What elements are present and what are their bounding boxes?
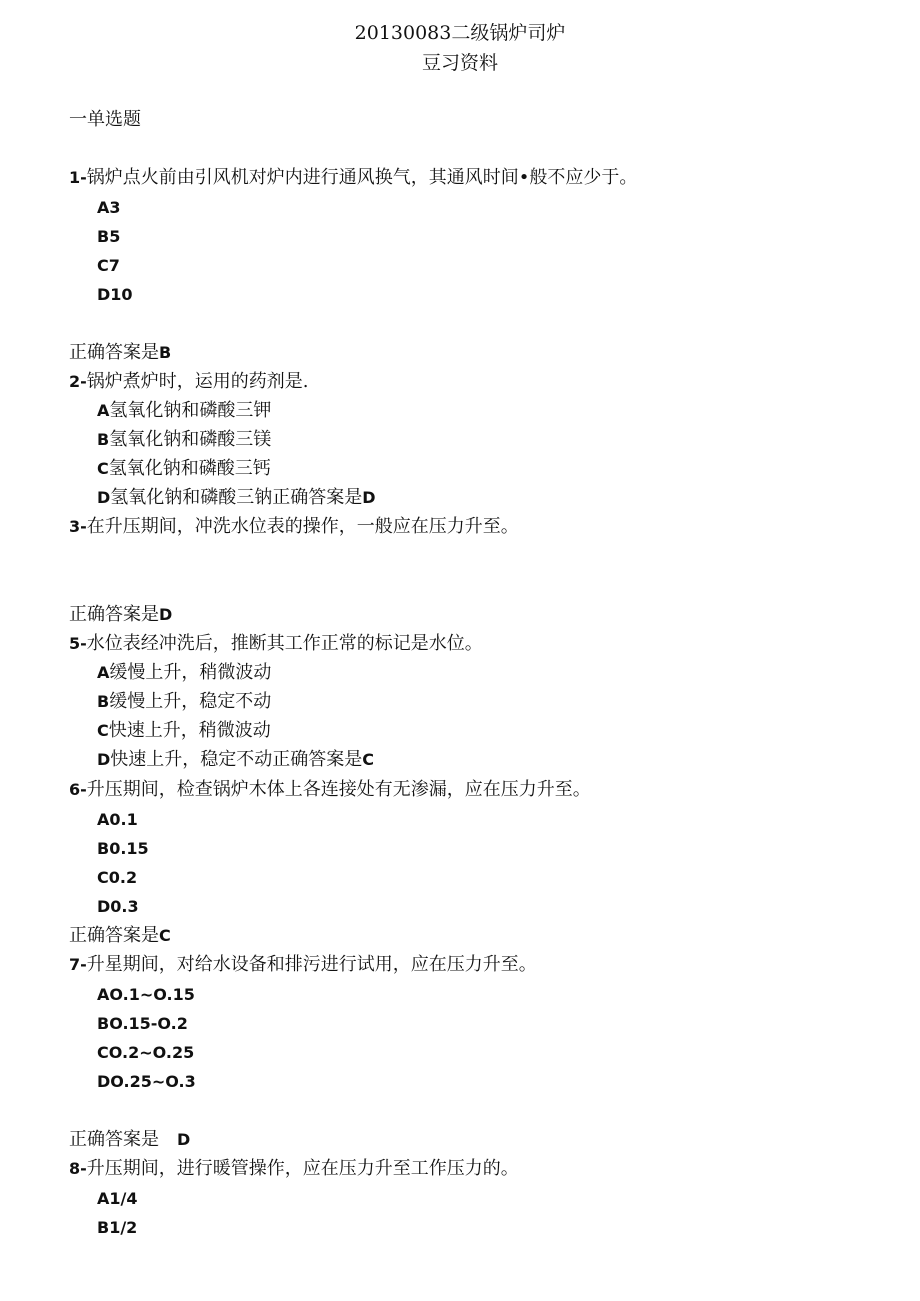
answer-label: 正确答案是 <box>69 604 159 625</box>
option: BO.15-O.2 <box>97 1014 188 1033</box>
option: C7 <box>97 256 120 275</box>
answer-value: D <box>362 488 376 507</box>
question-text: 水位表经冲洗后，推断其工作正常的标记是水位。 <box>86 633 483 654</box>
option: CO.2~O.25 <box>97 1043 195 1062</box>
option-text: 缓慢上升，稍微波动 <box>109 662 272 683</box>
option-text: 氢氧化钠和磷酸三钙 <box>108 458 271 479</box>
option: B0.15 <box>97 839 149 858</box>
answer-value: C <box>362 750 375 769</box>
option-text: 氢氧化钠和磷酸三钠正确答案是 <box>110 487 363 508</box>
question-number: 1- <box>69 168 87 187</box>
question-1 <box>69 166 637 190</box>
question-text: 升压期间，进行暖管操作，应在压力升至工作压力的。 <box>86 1158 519 1179</box>
option: D0.3 <box>97 897 139 916</box>
option: A1/4 <box>97 1189 138 1208</box>
answer-line <box>69 603 172 627</box>
option: A0.1 <box>97 810 138 829</box>
answer-value: C <box>159 926 171 945</box>
question-7 <box>69 953 537 977</box>
answer-label: 正确答案是 <box>69 1129 159 1150</box>
answer-value: D <box>159 605 173 624</box>
option <box>97 486 376 510</box>
answer-line <box>69 924 171 948</box>
question-text: 在升压期间，冲洗水位表的操作，一般应在压力升至。 <box>86 516 519 537</box>
question-6 <box>69 778 591 802</box>
option-letter: C <box>97 459 109 478</box>
option: B1/2 <box>97 1218 138 1237</box>
option <box>97 661 271 685</box>
option <box>97 457 271 481</box>
option-letter: A <box>97 401 110 420</box>
answer-label: 正确答案是 <box>69 925 159 946</box>
option-text: 快速上升，稍微波动 <box>108 720 271 741</box>
answer-label: 正确答案是 <box>69 342 159 363</box>
question-2 <box>69 370 309 394</box>
option: B5 <box>97 227 121 246</box>
question-text: 升星期间，对给水设备和排污进行试用，应在压力升至。 <box>86 954 537 975</box>
option-letter: B <box>97 430 110 449</box>
option-text: 缓慢上升，稳定不动 <box>109 691 272 712</box>
option-text: 氢氧化钠和磷酸三镁 <box>109 429 272 450</box>
question-number: 8- <box>69 1159 87 1178</box>
question-number: 5- <box>69 634 87 653</box>
option: C0.2 <box>97 868 138 887</box>
option <box>97 399 271 423</box>
option-text: 氢氧化钠和磷酸三钾 <box>109 400 272 421</box>
option-letter: A <box>97 663 110 682</box>
question-number: 6- <box>69 780 87 799</box>
option-letter: B <box>97 692 110 711</box>
question-3 <box>69 515 519 539</box>
question-number: 7- <box>69 955 87 974</box>
question-text: 升压期间，检查锅炉木体上各连接处有无渗漏，应在压力升至。 <box>86 779 591 800</box>
question-number: 2- <box>69 372 87 391</box>
answer-line <box>69 341 171 365</box>
option-text: 快速上升，稳定不动正确答案是 <box>110 749 363 770</box>
option <box>97 748 374 772</box>
question-text: 锅炉煮炉时，运用的药剂是. <box>86 371 309 392</box>
question-8 <box>69 1157 519 1181</box>
option: AO.1~O.15 <box>97 985 195 1004</box>
option: DO.25~O.3 <box>97 1072 196 1091</box>
option-letter: D <box>97 750 111 769</box>
doc-title: 20130083二级锅炉司炉 <box>354 22 566 44</box>
answer-line <box>69 1128 190 1152</box>
answer-value: D <box>177 1130 191 1149</box>
option <box>97 428 271 452</box>
doc-subtitle: 豆习资料 <box>421 52 498 74</box>
section-heading: 一单选题 <box>69 109 141 130</box>
option <box>97 719 271 743</box>
option: D10 <box>97 285 133 304</box>
option <box>97 690 271 714</box>
option: A3 <box>97 198 121 217</box>
option-letter: C <box>97 721 109 740</box>
question-text: 锅炉点火前由引风机对炉内进行通风换气，其通风时间•般不应少于。 <box>86 167 638 188</box>
question-number: 3- <box>69 517 87 536</box>
question-5 <box>69 632 483 656</box>
answer-value: B <box>159 343 172 362</box>
option-letter: D <box>97 488 111 507</box>
